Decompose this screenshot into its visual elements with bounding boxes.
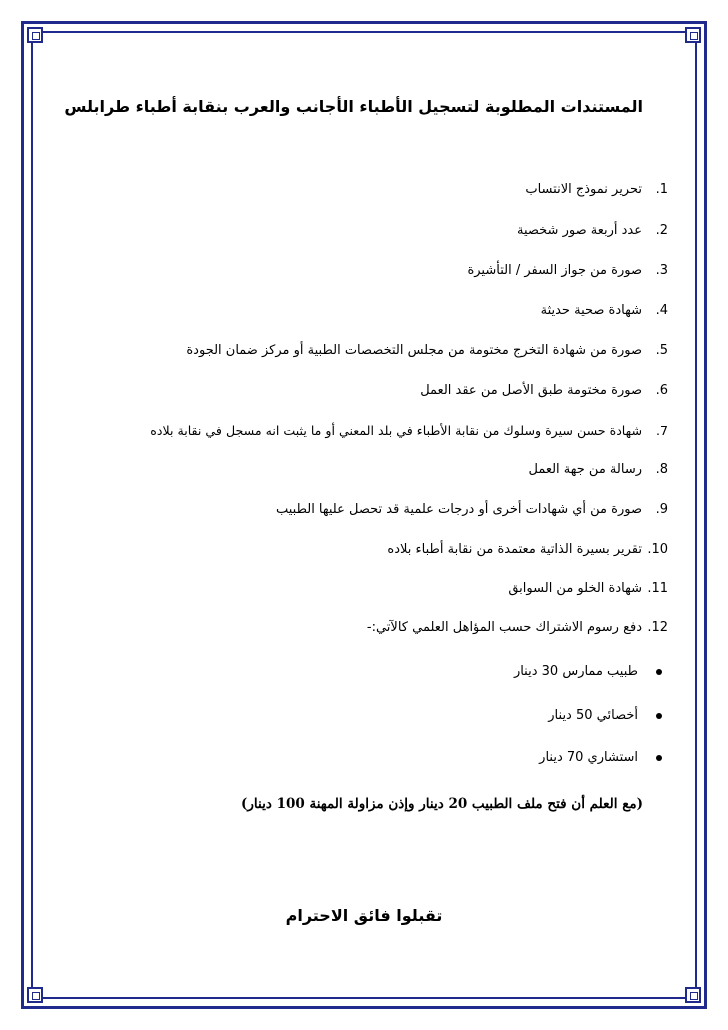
corner-ornament-top-left	[27, 27, 43, 43]
list-item: 9. صورة من أي شهادات أخرى أو درجات علمية قد تحصل عليها الطبيب	[275, 502, 668, 517]
bullet-icon	[656, 669, 662, 675]
list-item: 10. تقرير بسيرة الذاتية معتمدة من نقابة أطباء بلاده	[387, 542, 668, 557]
bullet-icon	[656, 755, 662, 761]
fee-item: طبيب ممارس 30 دينار	[514, 664, 668, 679]
bullet-icon	[656, 713, 662, 719]
document-title: المستندات المطلوبة لتسجيل الأطباء الأجانب والعرب بنقابة أطباء طرابلس	[64, 97, 643, 116]
list-item: 11. شهادة الخلو من السوابق	[508, 581, 668, 596]
list-item: 6. صورة مختومة طبق الأصل من عقد العمل	[420, 383, 668, 398]
list-item: 4. شهادة صحية حديثة	[540, 303, 668, 318]
fee-item: أخصائي 50 دينار	[548, 708, 668, 723]
list-item: 8. رسالة من جهة العمل	[528, 462, 668, 477]
fee-item: استشاري 70 دينار	[539, 750, 668, 765]
list-item: 5. صورة من شهادة التخرج مختومة من مجلس التخصصات الطبية أو مركز ضمان الجودة	[186, 343, 668, 358]
list-item: 12. دفع رسوم الاشتراك حسب المؤاهل العلمي كالآتي:-	[366, 620, 668, 635]
list-item: 2. عدد أربعة صور شخصية	[517, 223, 668, 238]
list-item: 1. تحرير نموذج الانتساب	[525, 182, 668, 197]
list-item: 3. صورة من جواز السفر / التأشيرة	[467, 263, 668, 278]
list-item: 7. شهادة حسن سيرة وسلوك من نقابة الأطباء في بلد المعني أو ما يثبت انه مسجل في نقابة بلاده	[150, 423, 668, 438]
corner-ornament-bottom-left	[27, 987, 43, 1003]
fees-note: (مع العلم أن فتح ملف الطبيب 20 دينار وإذن مزاولة المهنة 100 دينار)	[240, 796, 643, 812]
corner-ornament-top-right	[685, 27, 701, 43]
closing-greeting: تقبلوا فائق الاحترام	[285, 906, 443, 925]
document-title-row	[64, 97, 645, 116]
corner-ornament-bottom-right	[685, 987, 701, 1003]
